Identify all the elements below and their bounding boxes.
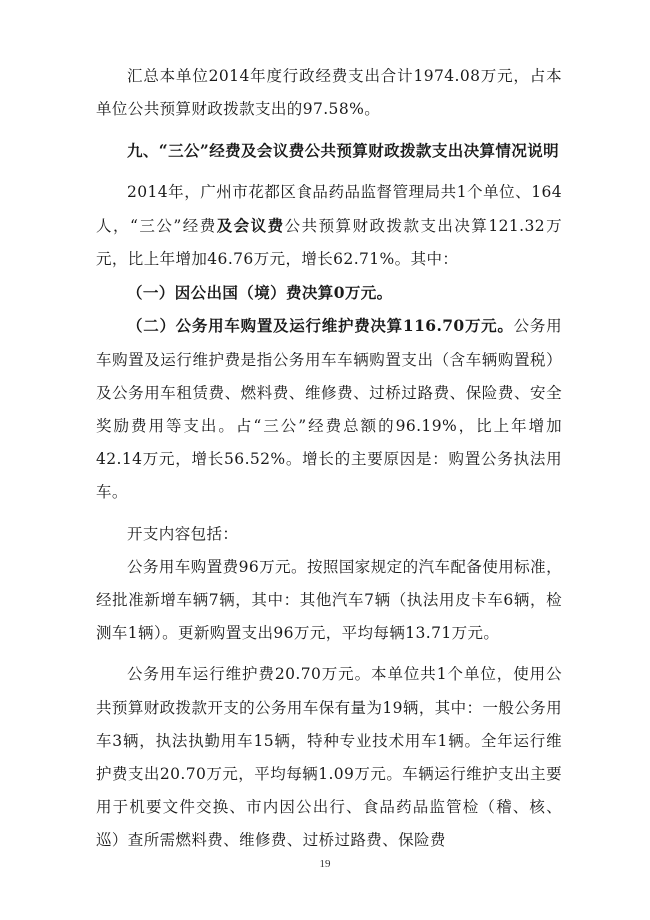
paragraph-vehicle-maintenance: 公务用车运行维护费20.70万元。本单位共1个单位，使用公共预算财政拨款开支的公务用车保有量为19辆，其中：一般公务用车3辆，执法执勤用车15辆，特种专业技术用车1辆。全年运行维护费支出20.70万元，平均每辆1.09万元。车辆运行维护支出主要用于机要文件交换、市内因公出行、食品药品监管检（稽、核、巡）查所需燃料费、维修费、过桥过路费、保险费 [96,665,562,850]
subheading-vehicle-expense: （二）公务用车购置及运行维护费决算116.70万元。 [127,316,514,336]
section-heading-three-public: 九、“三公”经费及会议费公共预算财政拨款支出决算情况说明 [127,141,560,161]
summary-text-part-2: 公共预算财政拨款支出决算121.32万元，比上年增加46.76万元，增长62.71%。其中： [96,216,562,269]
document-body [96,60,562,858]
summary-text-bold: 及会议费 [216,215,285,235]
page-number: 19 [319,858,331,870]
vehicle-expense-text: 公务用车购置及运行维护费是指公务用车车辆购置支出（含车辆购置税）及公务用车租赁费、燃料费、维修费、过桥过路费、保险费、安全奖励费用等支出。占“三公”经费总额的96.19%，比上年增加42.14万元，增长56.52%。增长的主要原因是：购置公务执法用车。 [96,317,562,502]
subheading-overseas-travel: （一）因公出国（境）费决算0万元。 [127,283,393,303]
paragraph-three-public-summary [96,176,562,277]
paragraph-vehicle-expense [96,309,562,509]
paragraph-expense-contents: 开支内容包括： [127,524,239,543]
paragraph-vehicle-purchase: 公务用车购置费96万元。按照国家规定的汽车配备使用标准，经批准新增车辆7辆，其中：其他汽车7辆（执法用皮卡车6辆，检测车1辆）。更新购置支出96万元，平均每辆13.71万元。 [96,557,562,643]
summary-text-part-1: 2014年，广州市花都区食品药品监督管理局共1个单位、164人，“三公”经费 [96,182,562,235]
paragraph-admin-expense: 汇总本单位2014年度行政经费支出合计1974.08万元，占本单位公共预算财政拨款支出的97.58%。 [96,67,562,119]
